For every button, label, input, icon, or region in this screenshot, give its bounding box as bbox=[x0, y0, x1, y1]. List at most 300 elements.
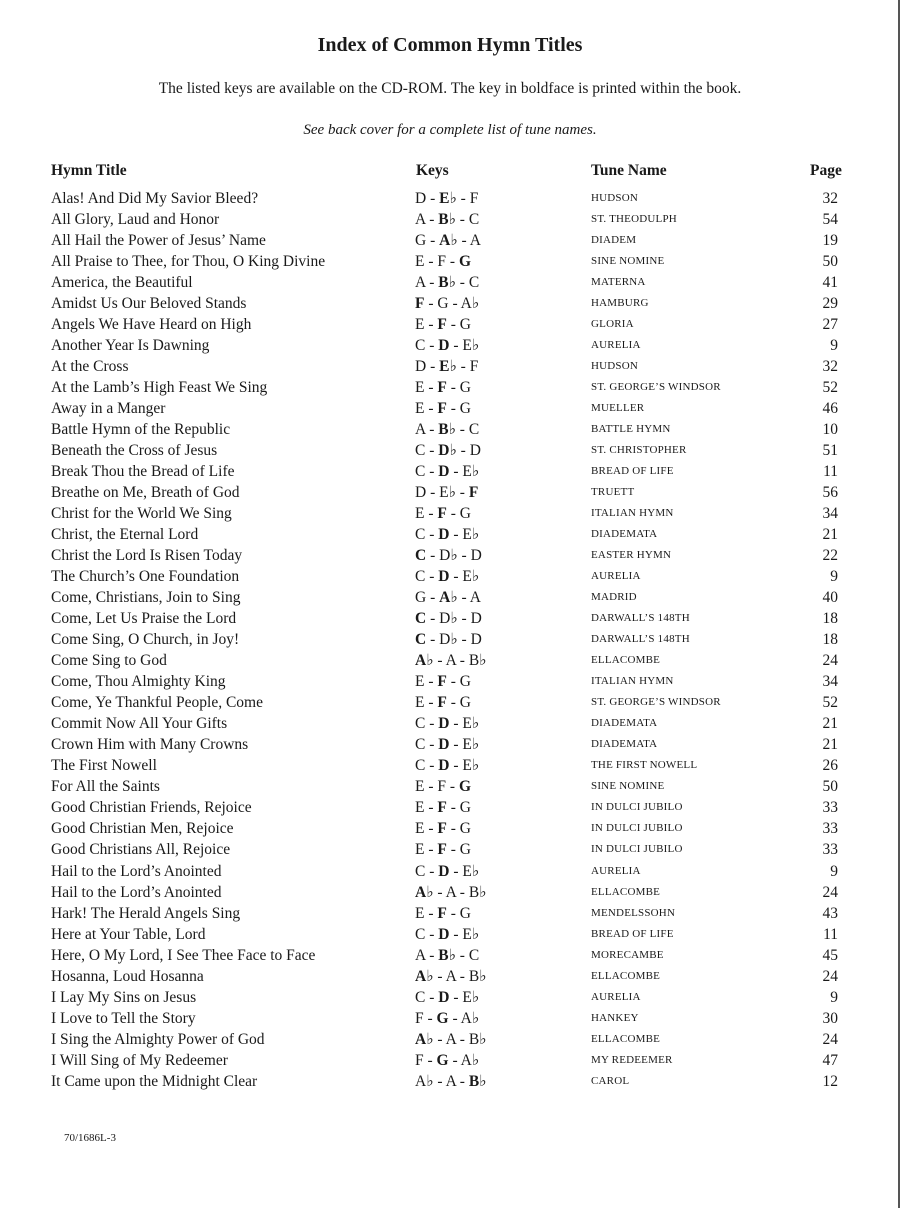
available-key: A bbox=[415, 274, 426, 292]
tune-name: AURELIA bbox=[591, 990, 641, 1003]
hymn-keys: E - F - G bbox=[415, 841, 471, 859]
printed-key: F bbox=[415, 295, 425, 313]
tune-name: TRUETT bbox=[591, 486, 635, 499]
available-key: C bbox=[415, 736, 426, 754]
hymn-row bbox=[0, 882, 900, 903]
hymn-keys: F - G - A♭ bbox=[415, 1009, 480, 1027]
tune-name: SINE NOMINE bbox=[591, 255, 665, 268]
hymn-title: Angels We Have Heard on High bbox=[51, 316, 252, 334]
hymn-keys: A - B♭ - C bbox=[415, 211, 480, 229]
printed-key: A♭ bbox=[439, 589, 458, 607]
hymn-row bbox=[0, 818, 900, 839]
hymn-keys: C - D - E♭ bbox=[415, 568, 480, 586]
tune-name: DARWALL’S 148TH bbox=[591, 633, 690, 646]
available-key: A♭ bbox=[460, 295, 480, 313]
hymn-title: Come, Ye Thankful People, Come bbox=[51, 694, 263, 712]
available-key: E♭ bbox=[462, 337, 480, 355]
available-key: E bbox=[415, 505, 425, 523]
hymn-row bbox=[0, 755, 900, 776]
tune-name: MY REDEEMER bbox=[591, 1053, 673, 1066]
available-key: D bbox=[470, 547, 482, 565]
hymn-title: Amidst Us Our Beloved Stands bbox=[51, 295, 247, 313]
available-key: C bbox=[415, 463, 426, 481]
printed-key: A♭ bbox=[415, 967, 434, 985]
hymn-row bbox=[0, 776, 900, 797]
available-key: E bbox=[415, 673, 425, 691]
printed-key: D bbox=[438, 757, 450, 775]
available-key: D♭ bbox=[439, 547, 458, 565]
hymn-row bbox=[0, 1071, 900, 1092]
tune-name: ST. THEODULPH bbox=[591, 213, 677, 226]
page-number: 50 bbox=[822, 778, 838, 796]
hymn-title: Break Thou the Bread of Life bbox=[51, 463, 235, 481]
available-key: F bbox=[437, 253, 447, 271]
hymn-row bbox=[0, 608, 900, 629]
hymn-title: Crown Him with Many Crowns bbox=[51, 736, 249, 754]
hymn-title: Here at Your Table, Lord bbox=[51, 925, 206, 943]
printed-key: G bbox=[458, 253, 471, 271]
hymn-title: I Will Sing of My Redeemer bbox=[51, 1051, 228, 1069]
hymn-title: Good Christian Men, Rejoice bbox=[51, 820, 234, 838]
available-key: C bbox=[468, 946, 480, 964]
hymn-title: Come, Thou Almighty King bbox=[51, 673, 226, 691]
hymn-title: At the Cross bbox=[51, 358, 129, 376]
printed-key: A♭ bbox=[439, 232, 458, 250]
available-key: A♭ bbox=[460, 1009, 480, 1027]
available-key: D♭ bbox=[439, 631, 458, 649]
hymn-keys: C - D - E♭ bbox=[415, 736, 480, 754]
hymn-title: Beneath the Cross of Jesus bbox=[51, 442, 218, 460]
hymn-title: All Praise to Thee, for Thou, O King Divine bbox=[51, 253, 326, 271]
hymn-row bbox=[0, 587, 900, 608]
hymn-keys: C - D♭ - D bbox=[415, 547, 482, 565]
page-number: 11 bbox=[823, 463, 838, 481]
available-key: F bbox=[469, 190, 479, 207]
available-key: B♭ bbox=[468, 652, 487, 670]
available-key: D bbox=[470, 610, 482, 628]
tune-name: DARWALL’S 148TH bbox=[591, 612, 690, 625]
hymn-keys: A♭ - A - B♭ bbox=[415, 967, 487, 985]
tune-name: IN DULCI JUBILO bbox=[591, 843, 683, 856]
page-number: 26 bbox=[822, 757, 838, 775]
tune-name: BATTLE HYMN bbox=[591, 423, 671, 436]
page-number: 34 bbox=[822, 505, 838, 523]
printed-key: B♭ bbox=[438, 421, 456, 439]
available-key: G bbox=[459, 841, 471, 859]
available-key: G bbox=[459, 694, 471, 712]
tune-name: HANKEY bbox=[591, 1011, 639, 1024]
hymn-row bbox=[0, 461, 900, 482]
page-number: 54 bbox=[822, 211, 838, 229]
available-key: A bbox=[415, 211, 426, 229]
tune-name: DIADEMATA bbox=[591, 738, 658, 751]
printed-key: G bbox=[436, 1051, 449, 1069]
hymn-keys: C - D♭ - D bbox=[415, 631, 482, 649]
hymn-row bbox=[0, 987, 900, 1008]
available-key: C bbox=[415, 988, 426, 1006]
available-key: D♭ bbox=[439, 610, 458, 628]
page-number: 45 bbox=[822, 946, 838, 964]
hymn-row bbox=[0, 797, 900, 818]
hymn-title: Hail to the Lord’s Anointed bbox=[51, 862, 222, 880]
available-key: E bbox=[415, 904, 425, 922]
hymn-keys: C - D - E♭ bbox=[415, 757, 480, 775]
hymn-keys: C - D - E♭ bbox=[415, 925, 480, 943]
tune-name: AURELIA bbox=[591, 864, 641, 877]
hymn-row bbox=[0, 335, 900, 356]
available-key: E bbox=[415, 253, 425, 271]
tune-name: ELLACOMBE bbox=[591, 654, 661, 667]
tune-name: ELLACOMBE bbox=[591, 1032, 661, 1045]
hymn-keys: C - D♭ - D bbox=[415, 610, 482, 628]
tune-name: ST. GEORGE’S WINDSOR bbox=[591, 696, 721, 709]
available-key: G bbox=[459, 400, 471, 418]
available-key: F bbox=[437, 778, 447, 796]
available-key: A♭ bbox=[415, 1072, 434, 1090]
header-tune-name: Tune Name bbox=[591, 162, 667, 179]
page-number: 11 bbox=[823, 925, 838, 943]
page-number: 46 bbox=[822, 400, 838, 418]
page-number: 56 bbox=[822, 484, 838, 502]
hymn-title: For All the Saints bbox=[51, 778, 160, 796]
tune-name: ELLACOMBE bbox=[591, 885, 661, 898]
hymn-row bbox=[0, 440, 900, 461]
tune-name: AURELIA bbox=[591, 339, 641, 352]
available-key: E♭ bbox=[462, 463, 480, 481]
available-key: E♭ bbox=[439, 484, 456, 502]
header-page: Page bbox=[810, 162, 842, 179]
available-key: C bbox=[468, 274, 480, 292]
printed-key: D bbox=[438, 988, 450, 1006]
hymn-title: All Glory, Laud and Honor bbox=[51, 211, 220, 229]
hymn-title: Battle Hymn of the Republic bbox=[51, 421, 231, 439]
page-number: 30 bbox=[822, 1009, 838, 1027]
available-key: C bbox=[415, 862, 426, 880]
page-number: 24 bbox=[822, 652, 838, 670]
hymn-row bbox=[0, 692, 900, 713]
hymn-keys: E - F - G bbox=[415, 673, 471, 691]
hymn-row bbox=[0, 1050, 900, 1071]
hymn-row bbox=[0, 861, 900, 882]
hymn-title: Christ for the World We Sing bbox=[51, 505, 232, 523]
page-number: 50 bbox=[822, 253, 838, 271]
hymn-title: Christ, the Eternal Lord bbox=[51, 526, 199, 544]
printed-key: E♭ bbox=[439, 358, 457, 376]
printed-key: D♭ bbox=[438, 442, 457, 460]
tune-name: DIADEM bbox=[591, 234, 637, 247]
available-key: A bbox=[469, 232, 481, 250]
page-number: 12 bbox=[822, 1072, 838, 1090]
available-key: F bbox=[415, 1009, 424, 1027]
hymn-title: Come Sing to God bbox=[51, 652, 167, 670]
hymn-keys: E - F - G bbox=[415, 379, 471, 397]
hymn-row bbox=[0, 650, 900, 671]
hymn-title: I Lay My Sins on Jesus bbox=[51, 988, 197, 1006]
hymn-title: Commit Now All Your Gifts bbox=[51, 715, 228, 733]
available-key: E bbox=[415, 841, 425, 859]
hymn-title: Christ the Lord Is Risen Today bbox=[51, 547, 243, 565]
column-headers bbox=[0, 162, 900, 182]
available-key: B♭ bbox=[468, 883, 487, 901]
printed-key: F bbox=[437, 820, 447, 838]
available-key: G bbox=[459, 904, 471, 922]
hymn-keys: A♭ - A - B♭ bbox=[415, 1072, 487, 1090]
hymn-row bbox=[0, 272, 900, 293]
hymn-row bbox=[0, 398, 900, 419]
page-number: 27 bbox=[822, 316, 838, 334]
hymn-keys: A - B♭ - C bbox=[415, 946, 480, 964]
page-number: 9 bbox=[830, 862, 838, 880]
tune-names-note: See back cover for a complete list of tune names. bbox=[303, 122, 597, 138]
page-number: 33 bbox=[822, 820, 838, 838]
header-hymn-title: Hymn Title bbox=[51, 162, 127, 179]
hymn-keys: G - A♭ - A bbox=[415, 232, 481, 250]
available-key: D bbox=[415, 358, 427, 376]
available-key: E bbox=[415, 799, 425, 817]
printed-key: E♭ bbox=[439, 190, 457, 207]
available-key: G bbox=[459, 820, 471, 838]
hymn-keys: D - E♭ - F bbox=[415, 190, 479, 207]
hymn-title: Come, Christians, Join to Sing bbox=[51, 589, 241, 607]
hymn-title: I Sing the Almighty Power of God bbox=[51, 1030, 265, 1048]
printed-key: A♭ bbox=[415, 652, 434, 670]
tune-name: MUELLER bbox=[591, 402, 645, 415]
hymn-title: Good Christians All, Rejoice bbox=[51, 841, 231, 859]
hymn-title: At the Lamb’s High Feast We Sing bbox=[51, 379, 268, 397]
available-key: G bbox=[415, 232, 427, 250]
hymn-row bbox=[0, 419, 900, 440]
page-title: Index of Common Hymn Titles bbox=[317, 34, 583, 56]
printed-key: D bbox=[438, 925, 450, 943]
tune-name: IN DULCI JUBILO bbox=[591, 822, 683, 835]
printed-key: F bbox=[437, 505, 447, 523]
hymn-title: Good Christian Friends, Rejoice bbox=[51, 799, 252, 817]
hymn-row bbox=[0, 545, 900, 566]
printed-key: D bbox=[438, 337, 450, 355]
available-key: E bbox=[415, 379, 425, 397]
page-number: 24 bbox=[822, 883, 838, 901]
hymn-row bbox=[0, 566, 900, 587]
available-key: D bbox=[415, 484, 427, 502]
hymn-row bbox=[0, 188, 900, 209]
available-key: F bbox=[469, 358, 479, 376]
page-number: 18 bbox=[822, 631, 838, 649]
page-number: 10 bbox=[822, 421, 838, 439]
tune-name: ST. GEORGE’S WINDSOR bbox=[591, 381, 721, 394]
page-number: 43 bbox=[822, 904, 838, 922]
page-number: 9 bbox=[830, 337, 838, 355]
page-number: 32 bbox=[822, 190, 838, 207]
hymn-row bbox=[0, 293, 900, 314]
printed-key: F bbox=[437, 904, 447, 922]
available-key: G bbox=[459, 316, 471, 334]
available-key: C bbox=[468, 421, 480, 439]
tune-name: GLORIA bbox=[591, 318, 634, 331]
hymn-index-list bbox=[0, 188, 900, 1092]
printed-key: A♭ bbox=[415, 883, 434, 901]
hymn-keys: E - F - G bbox=[415, 505, 471, 523]
page-number: 18 bbox=[822, 610, 838, 628]
page-number: 47 bbox=[822, 1051, 838, 1069]
available-key: A bbox=[445, 1030, 456, 1048]
available-key: A bbox=[445, 652, 456, 670]
available-key: A♭ bbox=[460, 1051, 480, 1069]
available-key: G bbox=[415, 589, 427, 607]
available-key: E♭ bbox=[462, 925, 480, 943]
hymn-title: The Church’s One Foundation bbox=[51, 568, 240, 586]
tune-name: AURELIA bbox=[591, 570, 641, 583]
hymn-title: It Came upon the Midnight Clear bbox=[51, 1072, 258, 1090]
printed-key: D bbox=[438, 463, 450, 481]
page-number: 24 bbox=[822, 967, 838, 985]
page-number: 52 bbox=[822, 379, 838, 397]
tune-name: ST. CHRISTOPHER bbox=[591, 444, 687, 457]
hymn-row bbox=[0, 671, 900, 692]
page-number: 33 bbox=[822, 841, 838, 859]
available-key: E♭ bbox=[462, 568, 480, 586]
printed-key: F bbox=[437, 400, 447, 418]
hymn-keys: C - D - E♭ bbox=[415, 526, 480, 544]
page-number: 41 bbox=[822, 274, 838, 292]
available-key: D bbox=[415, 190, 427, 207]
tune-name: CAROL bbox=[591, 1074, 630, 1087]
printed-key: F bbox=[437, 799, 447, 817]
available-key: E♭ bbox=[462, 988, 480, 1006]
hymn-title: Come Sing, O Church, in Joy! bbox=[51, 631, 240, 649]
hymn-keys: C - D - E♭ bbox=[415, 988, 480, 1006]
tune-name: EASTER HYMN bbox=[591, 549, 672, 562]
page-number: 52 bbox=[822, 694, 838, 712]
available-key: C bbox=[415, 526, 426, 544]
page-number: 24 bbox=[822, 1030, 838, 1048]
hymn-title: Here, O My Lord, I See Thee Face to Face bbox=[51, 946, 316, 964]
available-key: D bbox=[469, 442, 481, 460]
hymn-title: Breathe on Me, Breath of God bbox=[51, 484, 240, 502]
available-key: A bbox=[469, 589, 481, 607]
hymn-keys: C - D - E♭ bbox=[415, 463, 480, 481]
printed-key: D bbox=[438, 568, 450, 586]
hymn-row bbox=[0, 482, 900, 503]
hymn-keys: A♭ - A - B♭ bbox=[415, 1030, 487, 1048]
hymn-keys: E - F - G bbox=[415, 799, 471, 817]
hymn-keys: D - E♭ - F bbox=[415, 484, 479, 502]
hymn-row bbox=[0, 503, 900, 524]
available-key: A bbox=[445, 883, 456, 901]
available-key: E bbox=[415, 778, 425, 796]
hymn-keys: E - F - G bbox=[415, 694, 471, 712]
available-key: C bbox=[415, 337, 426, 355]
tune-name: MENDELSSOHN bbox=[591, 906, 676, 919]
tune-name: SINE NOMINE bbox=[591, 780, 665, 793]
page-number: 22 bbox=[822, 547, 838, 565]
hymn-title: I Love to Tell the Story bbox=[51, 1009, 196, 1027]
printed-key: D bbox=[438, 862, 450, 880]
hymn-row bbox=[0, 629, 900, 650]
hymn-keys: F - G - A♭ bbox=[415, 1051, 480, 1069]
hymn-keys: D - E♭ - F bbox=[415, 358, 479, 376]
printed-key: F bbox=[437, 379, 447, 397]
hymn-keys: F - G - A♭ bbox=[415, 295, 480, 313]
available-key: E♭ bbox=[462, 526, 480, 544]
hymn-keys: G - A♭ - A bbox=[415, 589, 481, 607]
hymn-keys: C - D - E♭ bbox=[415, 337, 480, 355]
tune-name: MADRID bbox=[591, 591, 637, 604]
page-number: 33 bbox=[822, 799, 838, 817]
page-number: 21 bbox=[822, 526, 838, 544]
available-key: C bbox=[415, 442, 426, 460]
hymn-row bbox=[0, 966, 900, 987]
printed-key: F bbox=[437, 316, 447, 334]
hymn-keys: E - F - G bbox=[415, 400, 471, 418]
available-key: A bbox=[415, 946, 426, 964]
available-key: G bbox=[437, 295, 449, 313]
hymn-keys: E - F - G bbox=[415, 778, 471, 796]
available-key: E bbox=[415, 820, 425, 838]
hymn-row bbox=[0, 945, 900, 966]
page-number: 9 bbox=[830, 568, 838, 586]
tune-name: ITALIAN HYMN bbox=[591, 675, 674, 688]
available-key: G bbox=[459, 379, 471, 397]
hymn-row bbox=[0, 924, 900, 945]
catalog-number: 70/1686L-3 bbox=[64, 1132, 116, 1144]
hymn-title: Come, Let Us Praise the Lord bbox=[51, 610, 237, 628]
hymn-row bbox=[0, 903, 900, 924]
available-key: G bbox=[459, 673, 471, 691]
page-number: 21 bbox=[822, 715, 838, 733]
available-key: C bbox=[415, 757, 426, 775]
page-number: 32 bbox=[822, 358, 838, 376]
tune-name: THE FIRST NOWELL bbox=[591, 759, 698, 772]
header-keys: Keys bbox=[416, 162, 449, 179]
page-number: 34 bbox=[822, 673, 838, 691]
printed-key: F bbox=[437, 694, 447, 712]
hymn-keys: C - D♭ - D bbox=[415, 442, 481, 460]
hymn-title: All Hail the Power of Jesus’ Name bbox=[51, 232, 266, 250]
hymn-title: Hail to the Lord’s Anointed bbox=[51, 883, 222, 901]
printed-key: B♭ bbox=[438, 274, 456, 292]
printed-key: G bbox=[436, 1009, 449, 1027]
page-number: 40 bbox=[822, 589, 838, 607]
hymn-keys: E - F - G bbox=[415, 820, 471, 838]
tune-name: ELLACOMBE bbox=[591, 969, 661, 982]
hymn-title: Hark! The Herald Angels Sing bbox=[51, 904, 241, 922]
hymn-row bbox=[0, 251, 900, 272]
printed-key: B♭ bbox=[468, 1072, 487, 1090]
page-number: 19 bbox=[822, 232, 838, 250]
printed-key: F bbox=[437, 673, 447, 691]
hymn-keys: A♭ - A - B♭ bbox=[415, 883, 487, 901]
page-number: 21 bbox=[822, 736, 838, 754]
intro-text: The listed keys are available on the CD-ROM. The key in boldface is printed within the book. bbox=[158, 80, 742, 97]
printed-key: F bbox=[437, 841, 447, 859]
printed-key: D bbox=[438, 715, 450, 733]
hymn-keys: A - B♭ - C bbox=[415, 421, 480, 439]
available-key: G bbox=[459, 799, 471, 817]
printed-key: A♭ bbox=[415, 1030, 434, 1048]
tune-name: ITALIAN HYMN bbox=[591, 507, 674, 520]
hymn-keys: A - B♭ - C bbox=[415, 274, 480, 292]
hymn-title: Hosanna, Loud Hosanna bbox=[51, 967, 204, 985]
available-key: E♭ bbox=[462, 757, 480, 775]
available-key: E♭ bbox=[462, 736, 480, 754]
tune-name: MATERNA bbox=[591, 276, 646, 289]
hymn-row bbox=[0, 1008, 900, 1029]
printed-key: B♭ bbox=[438, 946, 456, 964]
available-key: A bbox=[445, 1072, 456, 1090]
available-key: G bbox=[459, 505, 471, 523]
hymn-row bbox=[0, 713, 900, 734]
tune-name: BREAD OF LIFE bbox=[591, 465, 674, 478]
